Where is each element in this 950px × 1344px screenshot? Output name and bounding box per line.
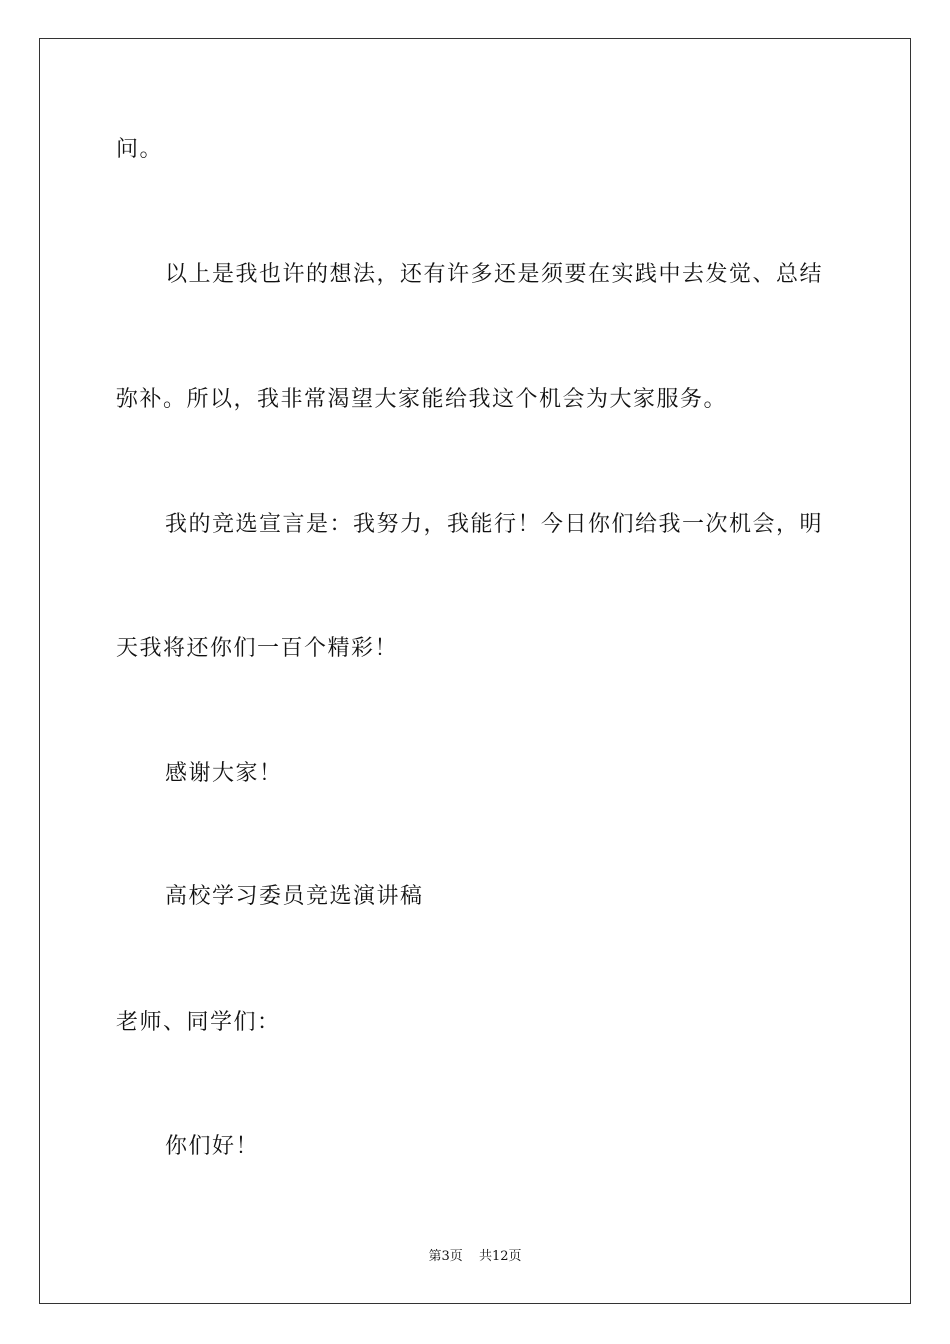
page-border [39,38,911,1304]
salutation: 老师、同学们： [116,1010,281,1035]
text-line-5: 天我将还你们一百个精彩！ [116,636,399,661]
text-line-4: 我的竞选宣言是：我努力，我能行！今日你们给我一次机会，明 [165,512,824,537]
total-pages: 共12页 [478,1249,522,1264]
section-title: 高校学习委员竞选演讲稿 [165,884,424,909]
page-footer [0,1248,950,1266]
text-line-1: 问。 [116,137,164,162]
text-line-3: 弥补。所以，我非常渴望大家能给我这个机会为大家服务。 [116,387,728,412]
greeting: 你们好！ [165,1134,260,1159]
text-line-2: 以上是我也许的想法，还有许多还是须要在实践中去发觉、总结 [165,262,824,287]
text-line-6: 感谢大家！ [165,761,283,786]
page-number: 第3页 [428,1249,463,1264]
